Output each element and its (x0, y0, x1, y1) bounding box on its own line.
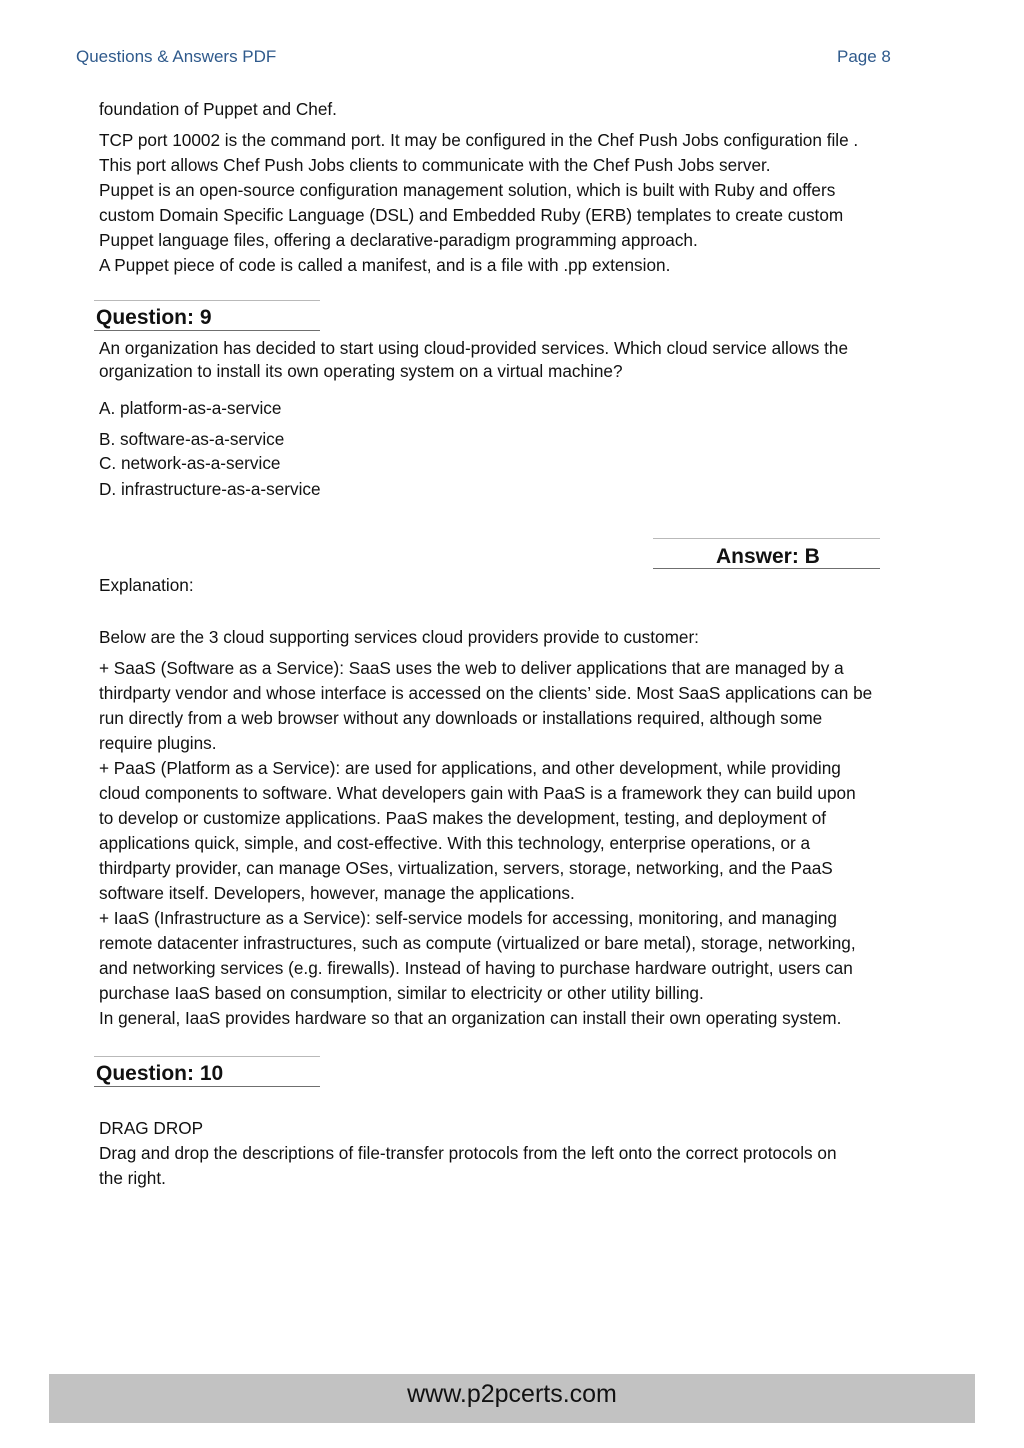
explanation-line: thirdparty provider, can manage OSes, virtualization, servers, storage, networking, and the PaaS (99, 858, 833, 878)
explanation-line: remote datacenter infrastructures, such as compute (virtualized or bare metal), storage, networking, (99, 933, 856, 953)
answer-label: Answer: B (716, 545, 820, 568)
question-9-text-line: organization to install its own operating system on a virtual machine? (99, 361, 623, 381)
answer-divider-top (653, 538, 880, 539)
explanation-line: software itself. Developers, however, manage the applications. (99, 883, 575, 903)
option-b: B. software-as-a-service (99, 429, 285, 449)
question-9-text-line: An organization has decided to start using cloud-provided services. Which cloud service allows the (99, 338, 848, 358)
question-10-title: Question: 10 (96, 1062, 224, 1085)
question-divider-top (94, 300, 320, 301)
explanation-line: to develop or customize applications. PaaS makes the development, testing, and deployment of (99, 808, 827, 828)
explanation-label: Explanation: (99, 575, 194, 595)
explanation-line: + PaaS (Platform as a Service): are used for applications, and other development, while providing (99, 758, 841, 778)
option-d: D. infrastructure-as-a-service (99, 479, 321, 499)
explanation-intro: Below are the 3 cloud supporting services cloud providers provide to customer: (99, 627, 699, 647)
explanation-line: cloud components to software. What developers gain with PaaS is a framework they can build upon (99, 783, 856, 803)
prev-para-line: Puppet language files, offering a declarative-paradigm programming approach. (99, 230, 698, 250)
prev-para-line: TCP port 10002 is the command port. It may be configured in the Chef Push Jobs configuration file . (99, 130, 859, 150)
option-c: C. network-as-a-service (99, 453, 281, 473)
footer-bar (49, 1374, 975, 1423)
document-title: Questions & Answers PDF (76, 47, 277, 66)
question-divider-underline (94, 1086, 320, 1087)
footer-url[interactable]: www.p2pcerts.com (407, 1380, 617, 1408)
question-10-type: DRAG DROP (99, 1118, 204, 1138)
question-divider-underline (94, 330, 320, 331)
page-number: Page 8 (837, 47, 891, 66)
explanation-line: + IaaS (Infrastructure as a Service): self-service models for accessing, monitoring, and managing (99, 908, 837, 928)
explanation-line: and networking services (e.g. firewalls). Instead of having to purchase hardware outright, users can (99, 958, 853, 978)
question-10-text-line: Drag and drop the descriptions of file-transfer protocols from the left onto the correct protocols on (99, 1143, 837, 1163)
explanation-line: thirdparty vendor and whose interface is accessed on the clients’ side. Most SaaS applications can be (99, 683, 873, 703)
prev-para-line: custom Domain Specific Language (DSL) and Embedded Ruby (ERB) templates to create custom (99, 205, 844, 225)
answer-divider-underline (653, 568, 880, 569)
explanation-line: applications quick, simple, and cost-effective. With this technology, enterprise operations, or a (99, 833, 811, 853)
question-9-title: Question: 9 (96, 306, 212, 329)
explanation-line: + SaaS (Software as a Service): SaaS uses the web to deliver applications that are managed by a (99, 658, 844, 678)
prev-para-line: This port allows Chef Push Jobs clients to communicate with the Chef Push Jobs server. (99, 155, 771, 175)
explanation-line: require plugins. (99, 733, 217, 753)
explanation-line: run directly from a web browser without any downloads or installations required, although some (99, 708, 823, 728)
prev-para-line: A Puppet piece of code is called a manifest, and is a file with .pp extension. (99, 255, 671, 275)
prev-para-line: Puppet is an open-source configuration management solution, which is built with Ruby and offers (99, 180, 836, 200)
question-10-text-line: the right. (99, 1168, 166, 1188)
explanation-line: purchase IaaS based on consumption, similar to electricity or other utility billing. (99, 983, 704, 1003)
question-divider-top (94, 1056, 320, 1057)
option-a: A. platform-as-a-service (99, 398, 282, 418)
explanation-line: In general, IaaS provides hardware so that an organization can install their own operating system. (99, 1008, 842, 1028)
prev-continuation-line: foundation of Puppet and Chef. (99, 99, 337, 119)
